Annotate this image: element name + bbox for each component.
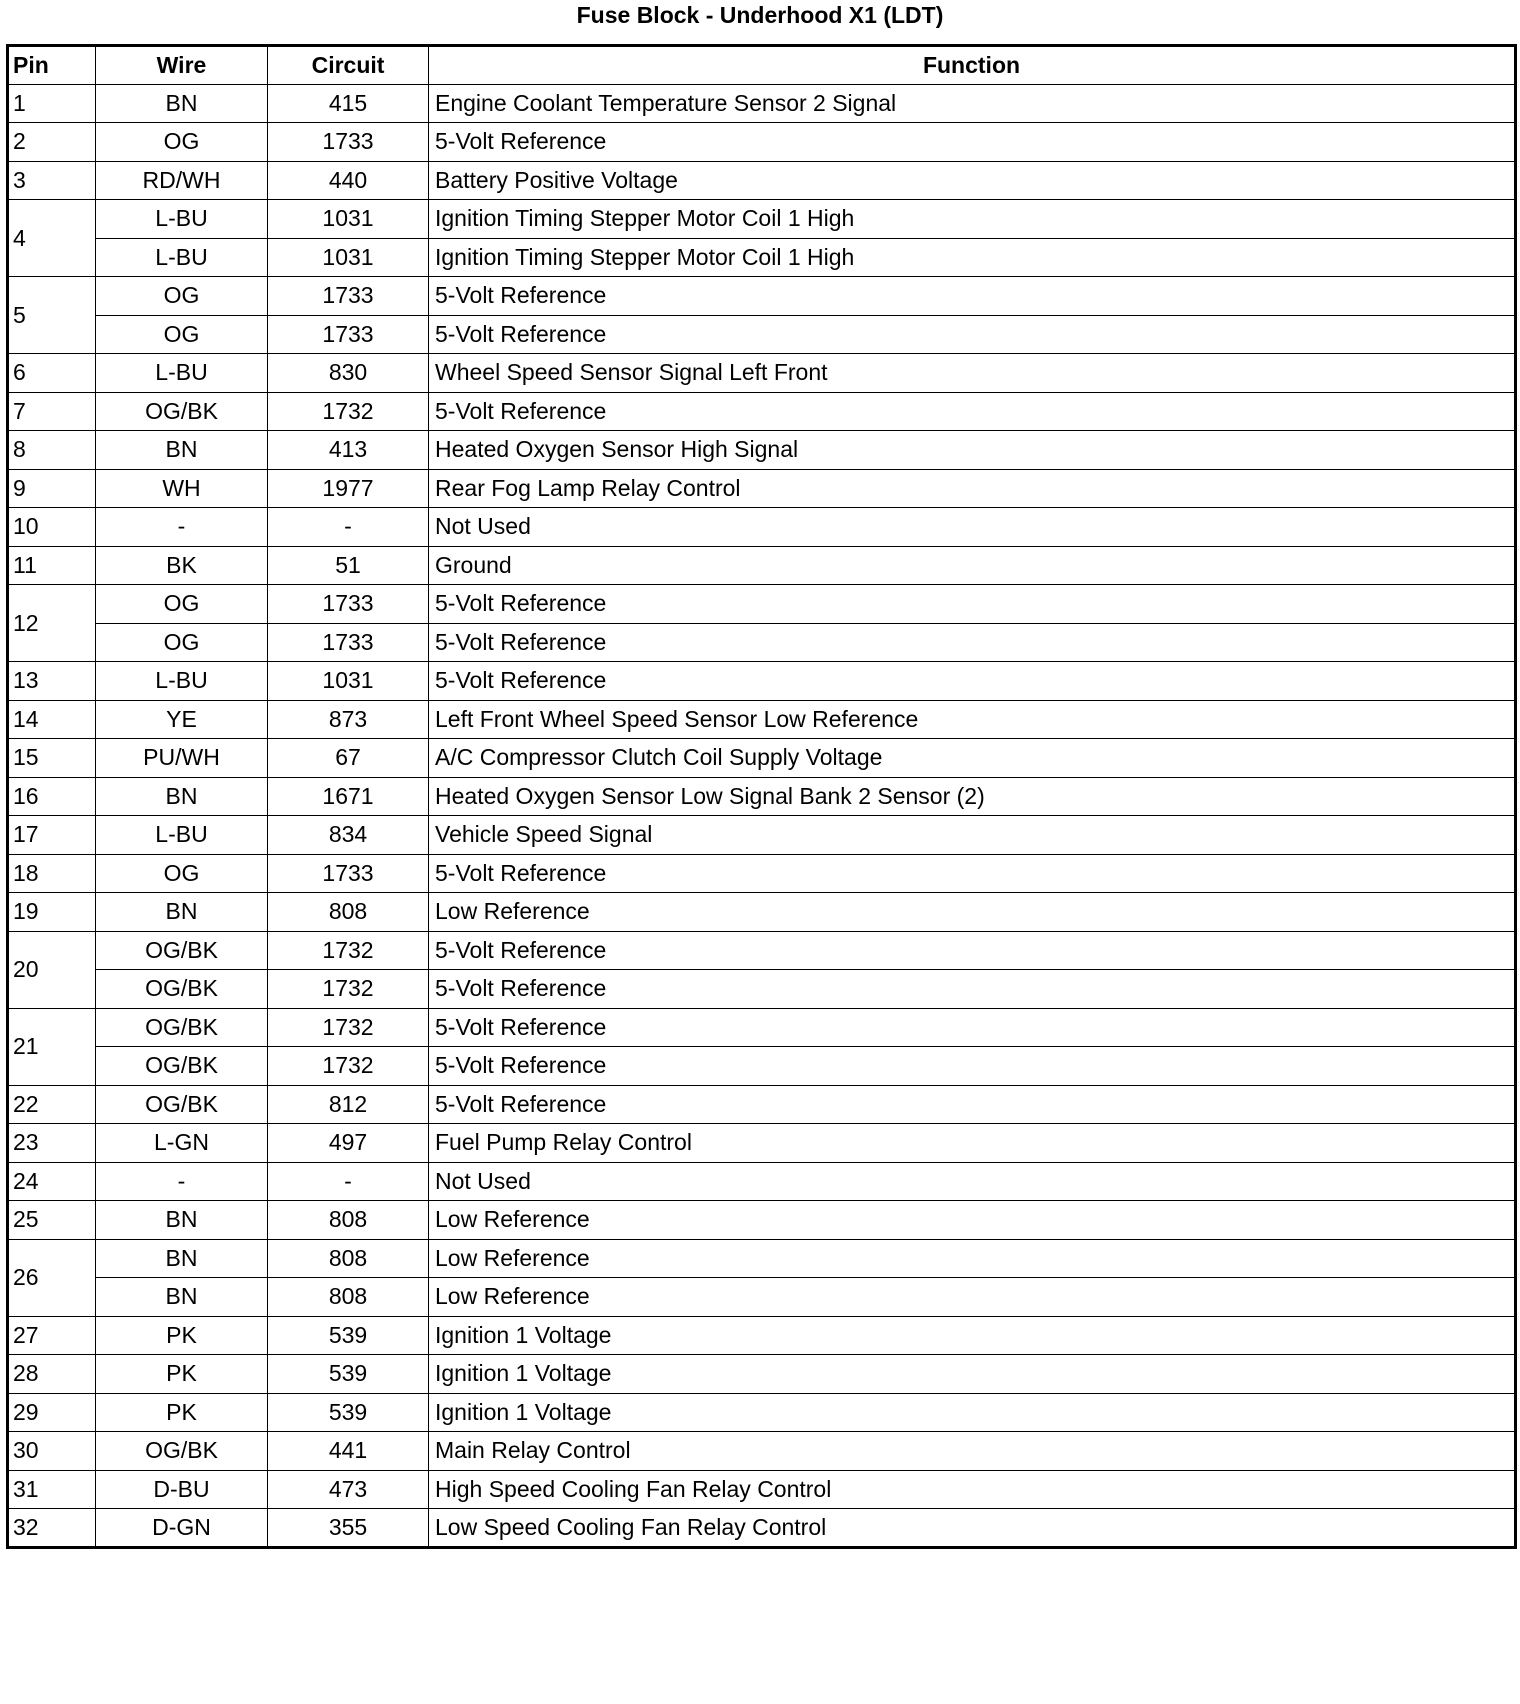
pin-cell: 14 <box>8 700 96 739</box>
wire-cell: OG <box>96 123 268 162</box>
table-row <box>8 84 1516 123</box>
circuit-cell: 1031 <box>268 662 429 701</box>
wire-cell: L-BU <box>96 816 268 855</box>
wire-cell: OG <box>96 277 268 316</box>
table-row <box>8 623 1516 662</box>
wire-cell: - <box>96 1162 268 1201</box>
circuit-cell: 1031 <box>268 238 429 277</box>
column-header-pin: Pin <box>8 46 96 85</box>
function-cell: Ground <box>429 546 1516 585</box>
table-row <box>8 1085 1516 1124</box>
wire-cell: OG/BK <box>96 392 268 431</box>
circuit-cell: 415 <box>268 84 429 123</box>
circuit-cell: 413 <box>268 431 429 470</box>
table-row <box>8 1470 1516 1509</box>
table-row <box>8 431 1516 470</box>
pin-cell: 1 <box>8 84 96 123</box>
circuit-cell: 1733 <box>268 623 429 662</box>
pin-cell: 25 <box>8 1201 96 1240</box>
function-cell: Low Reference <box>429 1239 1516 1278</box>
circuit-cell: 808 <box>268 1278 429 1317</box>
function-cell: 5-Volt Reference <box>429 854 1516 893</box>
circuit-cell: 1732 <box>268 970 429 1009</box>
pin-cell: 4 <box>8 200 96 277</box>
table-row <box>8 1124 1516 1163</box>
circuit-cell: 539 <box>268 1316 429 1355</box>
page-title: Fuse Block - Underhood X1 (LDT) <box>576 2 944 28</box>
pin-cell: 7 <box>8 392 96 431</box>
function-cell: Heated Oxygen Sensor High Signal <box>429 431 1516 470</box>
pin-cell: 16 <box>8 777 96 816</box>
table-row <box>8 469 1516 508</box>
table-row <box>8 546 1516 585</box>
wire-cell: OG <box>96 585 268 624</box>
table-row <box>8 970 1516 1009</box>
circuit-cell: 440 <box>268 161 429 200</box>
function-cell: Low Speed Cooling Fan Relay Control <box>429 1509 1516 1548</box>
function-cell: Ignition Timing Stepper Motor Coil 1 High <box>429 238 1516 277</box>
circuit-cell: 1732 <box>268 1047 429 1086</box>
wire-cell: L-BU <box>96 200 268 239</box>
function-cell: Not Used <box>429 508 1516 547</box>
pin-cell: 9 <box>8 469 96 508</box>
wire-cell: RD/WH <box>96 161 268 200</box>
table-header <box>8 46 1516 85</box>
circuit-cell: 1671 <box>268 777 429 816</box>
table-row <box>8 123 1516 162</box>
pin-cell: 22 <box>8 1085 96 1124</box>
function-cell: 5-Volt Reference <box>429 931 1516 970</box>
function-cell: Ignition 1 Voltage <box>429 1316 1516 1355</box>
wire-cell: PK <box>96 1393 268 1432</box>
pin-cell: 11 <box>8 546 96 585</box>
wire-cell: OG/BK <box>96 1432 268 1471</box>
function-cell: Ignition Timing Stepper Motor Coil 1 High <box>429 200 1516 239</box>
table-row <box>8 1393 1516 1432</box>
wire-cell: OG/BK <box>96 1008 268 1047</box>
table-row <box>8 354 1516 393</box>
table-row <box>8 777 1516 816</box>
wire-cell: PK <box>96 1316 268 1355</box>
pin-cell: 26 <box>8 1239 96 1316</box>
circuit-cell: 539 <box>268 1393 429 1432</box>
circuit-cell: 355 <box>268 1509 429 1548</box>
wire-cell: YE <box>96 700 268 739</box>
function-cell: A/C Compressor Clutch Coil Supply Voltage <box>429 739 1516 778</box>
circuit-cell: 1733 <box>268 585 429 624</box>
wire-cell: PU/WH <box>96 739 268 778</box>
wire-cell: D-GN <box>96 1509 268 1548</box>
function-cell: 5-Volt Reference <box>429 392 1516 431</box>
wire-cell: L-BU <box>96 662 268 701</box>
table-row <box>8 739 1516 778</box>
pin-cell: 28 <box>8 1355 96 1394</box>
pin-cell: 6 <box>8 354 96 393</box>
function-cell: Rear Fog Lamp Relay Control <box>429 469 1516 508</box>
wire-cell: OG <box>96 315 268 354</box>
table-row <box>8 1355 1516 1394</box>
pin-cell: 12 <box>8 585 96 662</box>
wire-cell: L-BU <box>96 354 268 393</box>
wire-cell: BN <box>96 777 268 816</box>
wire-cell: BN <box>96 84 268 123</box>
wire-cell: PK <box>96 1355 268 1394</box>
circuit-cell: 473 <box>268 1470 429 1509</box>
circuit-cell: 1733 <box>268 854 429 893</box>
function-cell: 5-Volt Reference <box>429 662 1516 701</box>
pin-cell: 18 <box>8 854 96 893</box>
function-cell: High Speed Cooling Fan Relay Control <box>429 1470 1516 1509</box>
wire-cell: - <box>96 508 268 547</box>
circuit-cell: 1733 <box>268 123 429 162</box>
table-row <box>8 508 1516 547</box>
circuit-cell: 1733 <box>268 315 429 354</box>
header-row <box>8 46 1516 85</box>
function-cell: Not Used <box>429 1162 1516 1201</box>
circuit-cell: 1977 <box>268 469 429 508</box>
function-cell: 5-Volt Reference <box>429 970 1516 1009</box>
function-cell: Low Reference <box>429 893 1516 932</box>
pin-cell: 20 <box>8 931 96 1008</box>
function-cell: 5-Volt Reference <box>429 123 1516 162</box>
table-row <box>8 392 1516 431</box>
pin-cell: 29 <box>8 1393 96 1432</box>
table-row <box>8 1509 1516 1548</box>
pinout-table <box>6 44 1517 1549</box>
table-row <box>8 816 1516 855</box>
pin-cell: 19 <box>8 893 96 932</box>
circuit-cell: 808 <box>268 1239 429 1278</box>
function-cell: 5-Volt Reference <box>429 1085 1516 1124</box>
function-cell: Low Reference <box>429 1278 1516 1317</box>
circuit-cell: 441 <box>268 1432 429 1471</box>
pin-cell: 2 <box>8 123 96 162</box>
pin-cell: 31 <box>8 1470 96 1509</box>
circuit-cell: 1732 <box>268 931 429 970</box>
function-cell: 5-Volt Reference <box>429 585 1516 624</box>
table-row <box>8 277 1516 316</box>
function-cell: 5-Volt Reference <box>429 1047 1516 1086</box>
pin-cell: 5 <box>8 277 96 354</box>
circuit-cell: 834 <box>268 816 429 855</box>
circuit-cell: 67 <box>268 739 429 778</box>
wire-cell: BN <box>96 1239 268 1278</box>
pin-cell: 13 <box>8 662 96 701</box>
column-header-circuit: Circuit <box>268 46 429 85</box>
circuit-cell: 808 <box>268 1201 429 1240</box>
function-cell: Vehicle Speed Signal <box>429 816 1516 855</box>
table-row <box>8 585 1516 624</box>
function-cell: 5-Volt Reference <box>429 623 1516 662</box>
function-cell: Battery Positive Voltage <box>429 161 1516 200</box>
table-row <box>8 1008 1516 1047</box>
table-row <box>8 1432 1516 1471</box>
function-cell: Heated Oxygen Sensor Low Signal Bank 2 Sensor (2) <box>429 777 1516 816</box>
pin-cell: 3 <box>8 161 96 200</box>
wire-cell: OG <box>96 623 268 662</box>
circuit-cell: 873 <box>268 700 429 739</box>
circuit-cell: 1732 <box>268 392 429 431</box>
circuit-cell: 51 <box>268 546 429 585</box>
wire-cell: BN <box>96 1278 268 1317</box>
pin-cell: 21 <box>8 1008 96 1085</box>
table-row <box>8 161 1516 200</box>
table-row <box>8 931 1516 970</box>
function-cell: 5-Volt Reference <box>429 315 1516 354</box>
wire-cell: BN <box>96 431 268 470</box>
table-row <box>8 1162 1516 1201</box>
wire-cell: OG/BK <box>96 1085 268 1124</box>
pin-cell: 15 <box>8 739 96 778</box>
function-cell: Low Reference <box>429 1201 1516 1240</box>
circuit-cell: - <box>268 508 429 547</box>
function-cell: Wheel Speed Sensor Signal Left Front <box>429 354 1516 393</box>
pin-cell: 27 <box>8 1316 96 1355</box>
pin-cell: 8 <box>8 431 96 470</box>
pin-cell: 23 <box>8 1124 96 1163</box>
table-row <box>8 1201 1516 1240</box>
pin-cell: 32 <box>8 1509 96 1548</box>
circuit-cell: 539 <box>268 1355 429 1394</box>
circuit-cell: 1733 <box>268 277 429 316</box>
function-cell: 5-Volt Reference <box>429 1008 1516 1047</box>
table-row <box>8 200 1516 239</box>
table-body <box>8 84 1516 1547</box>
table-row <box>8 893 1516 932</box>
function-cell: Fuel Pump Relay Control <box>429 1124 1516 1163</box>
circuit-cell: 1031 <box>268 200 429 239</box>
table-row <box>8 1239 1516 1278</box>
wire-cell: OG/BK <box>96 970 268 1009</box>
pin-cell: 24 <box>8 1162 96 1201</box>
table-row <box>8 238 1516 277</box>
wire-cell: OG/BK <box>96 931 268 970</box>
pin-cell: 30 <box>8 1432 96 1471</box>
circuit-cell: 1732 <box>268 1008 429 1047</box>
wire-cell: BK <box>96 546 268 585</box>
pin-cell: 17 <box>8 816 96 855</box>
circuit-cell: 808 <box>268 893 429 932</box>
circuit-cell: 497 <box>268 1124 429 1163</box>
table-row <box>8 1278 1516 1317</box>
column-header-function: Function <box>429 46 1516 85</box>
function-cell: 5-Volt Reference <box>429 277 1516 316</box>
wire-cell: L-GN <box>96 1124 268 1163</box>
column-header-wire: Wire <box>96 46 268 85</box>
function-cell: Engine Coolant Temperature Sensor 2 Signal <box>429 84 1516 123</box>
circuit-cell: 830 <box>268 354 429 393</box>
wire-cell: BN <box>96 893 268 932</box>
table-row <box>8 662 1516 701</box>
wire-cell: BN <box>96 1201 268 1240</box>
pin-cell: 10 <box>8 508 96 547</box>
circuit-cell: - <box>268 1162 429 1201</box>
function-cell: Main Relay Control <box>429 1432 1516 1471</box>
function-cell: Ignition 1 Voltage <box>429 1355 1516 1394</box>
table-row <box>8 700 1516 739</box>
wire-cell: L-BU <box>96 238 268 277</box>
table-row <box>8 1316 1516 1355</box>
wire-cell: WH <box>96 469 268 508</box>
table-row <box>8 1047 1516 1086</box>
wire-cell: D-BU <box>96 1470 268 1509</box>
function-cell: Ignition 1 Voltage <box>429 1393 1516 1432</box>
wire-cell: OG <box>96 854 268 893</box>
wire-cell: OG/BK <box>96 1047 268 1086</box>
function-cell: Left Front Wheel Speed Sensor Low Reference <box>429 700 1516 739</box>
circuit-cell: 812 <box>268 1085 429 1124</box>
table-row <box>8 854 1516 893</box>
table-row <box>8 315 1516 354</box>
